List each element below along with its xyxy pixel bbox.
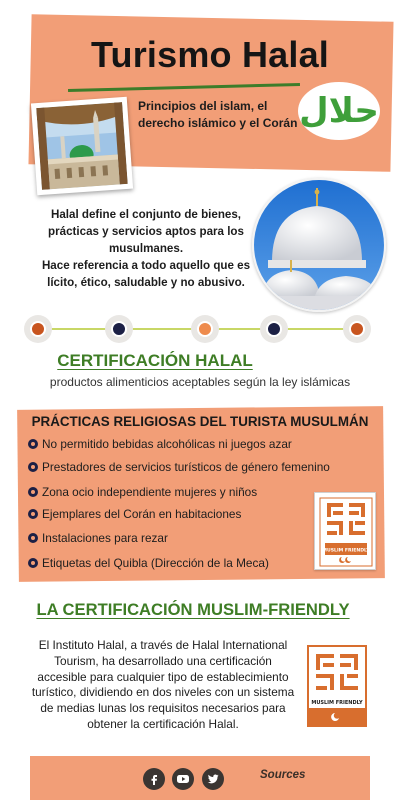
timeline-dot [343, 315, 371, 343]
practice-item [28, 531, 358, 545]
intro-line-1: Halal define el conjunto de bienes, prácticas y servicios aptos para los musulmanes. [48, 208, 244, 255]
certification-description: productos alimenticios aceptables según la ley islámicas [49, 375, 351, 389]
intro-line-2: Hace referencia a todo aquello que es lícito, ético, saludable y no abusivo. [41, 259, 251, 289]
twitter-icon[interactable] [202, 768, 224, 790]
muslim-friendly-logo-small [314, 492, 376, 570]
muslim-friendly-title: LA CERTIFICACIÓN MUSLIM-FRIENDLY [36, 600, 350, 619]
bullet-icon [28, 462, 38, 472]
muslim-friendly-description: El Instituto Halal, a través de Halal International Tourism, ha desarrollado una certificación accesible para cualquier tipo de establecimiento turístico, dividiendo en dos niveles con un sistema de medias lunas los requisitos necesarios para obtener la certificación Halal. [31, 638, 295, 731]
practice-item [28, 460, 358, 474]
practice-item-label: Zona ocio independiente mujeres y niños [42, 485, 258, 499]
practice-item-label: No permitido bebidas alcohólicas ni juegos azar [42, 437, 292, 451]
intro-text [26, 206, 266, 291]
practice-item-label: Etiquetas del Quibla (Dirección de la Meca) [42, 556, 269, 570]
mosque-dome-photo [252, 178, 386, 312]
bullet-icon [28, 533, 38, 543]
practices-title: PRÁCTICAS RELIGIOSAS DEL TURISTA MUSULMÁN [31, 414, 369, 429]
practice-item [28, 507, 358, 521]
practice-item-label: Instalaciones para rezar [42, 531, 168, 545]
subtitle: Principios del islam, el derecho islámico y el Corán [138, 99, 298, 130]
muslim-friendly-logo-label: MUSLIM FRIENDLY [311, 700, 363, 706]
bullet-icon [28, 558, 38, 568]
timeline-dot [191, 315, 219, 343]
halal-logo [298, 82, 380, 140]
practice-item [28, 485, 358, 499]
bullet-icon [28, 439, 38, 449]
halal-logo-text: حلال [299, 91, 379, 131]
youtube-icon[interactable] [172, 768, 194, 790]
practice-item [28, 437, 358, 451]
timeline-dot [260, 315, 288, 343]
mosque-photo [31, 97, 133, 195]
muslim-friendly-logo-label: MUSLIM FRIENDLY [322, 548, 370, 554]
certification-title: CERTIFICACIÓN HALAL [57, 351, 253, 370]
timeline-dot [105, 315, 133, 343]
muslim-friendly-logo-large [306, 644, 368, 728]
page-title: Turismo Halal [91, 34, 329, 75]
bullet-icon [28, 509, 38, 519]
practice-item [28, 556, 358, 570]
timeline-dot [24, 315, 52, 343]
practice-item-label: Prestadores de servicios turísticos de género femenino [42, 460, 330, 474]
facebook-icon[interactable] [143, 768, 165, 790]
bullet-icon [28, 487, 38, 497]
footer-band [30, 756, 370, 800]
sources-link[interactable]: Sources [260, 769, 306, 781]
practice-item-label: Ejemplares del Corán en habitaciones [42, 507, 242, 521]
